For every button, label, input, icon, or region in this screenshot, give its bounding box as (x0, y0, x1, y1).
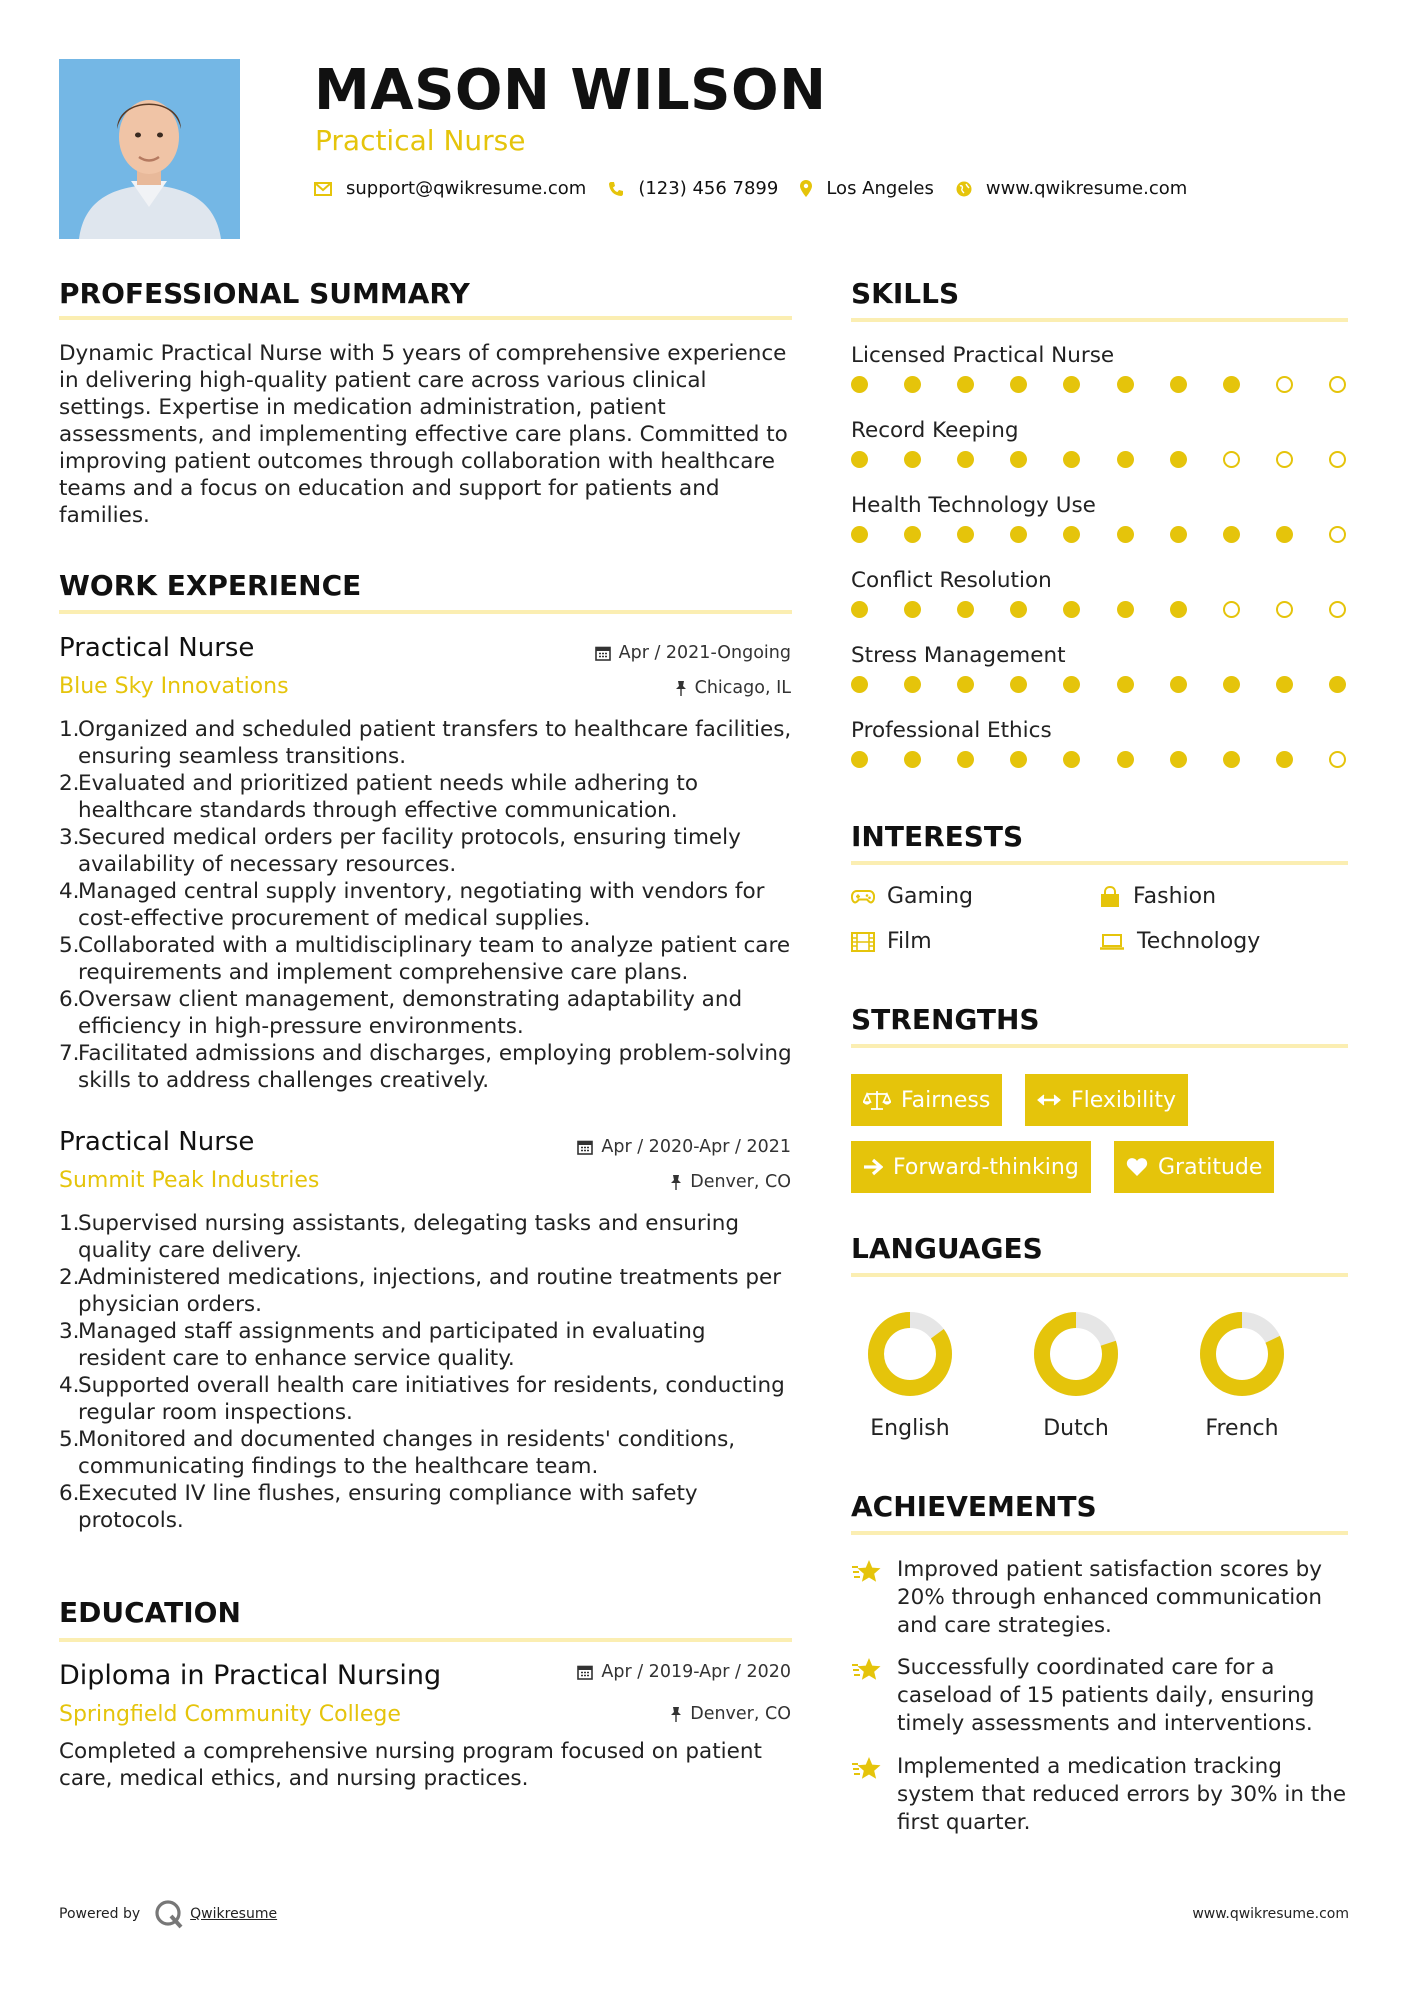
calendar-icon (595, 645, 611, 661)
interests-heading: INTERESTS (851, 820, 1024, 853)
school-name: Springfield Community College (59, 1702, 401, 1727)
rating-dot (1170, 751, 1187, 768)
languages-divider (851, 1273, 1348, 1277)
language-ring (1192, 1304, 1292, 1404)
rating-dot (904, 676, 921, 693)
rating-dot (904, 451, 921, 468)
rating-dot (1063, 526, 1080, 543)
website-text: www.qwikresume.com (985, 178, 1188, 199)
rating-dot (1223, 601, 1240, 618)
rating-dot (1117, 601, 1134, 618)
rating-dot (1010, 601, 1027, 618)
job-dates-text: Apr / 2021-Ongoing (618, 643, 791, 663)
summary-text: Dynamic Practical Nurse with 5 years of comprehensive experience in delivering high-quality patient care across various clinical settings. Expertise in medication administration, patient assessments, and implementing effective care plans. Committed to improving patient outcomes through collaboration with healthcare teams and a focus on education and support for patients and families. (59, 341, 788, 528)
gamepad-icon (851, 889, 875, 905)
rating-dot (1223, 451, 1240, 468)
summary-heading: PROFESSIONAL SUMMARY (59, 277, 470, 310)
email-text: support@qwikresume.com (346, 178, 587, 199)
bullet-item: 5. Collaborated with a multidisciplinary team to analyze patient care requirements and implement comprehensive care plans. (59, 933, 791, 985)
job-dates (577, 1137, 791, 1157)
strengths-heading: STRENGTHS (851, 1003, 1040, 1036)
skill-rating (851, 451, 1348, 469)
skills-heading: SKILLS (851, 277, 960, 310)
rating-dot (957, 601, 974, 618)
bullet-item: 6. Executed IV line flushes, ensuring compliance with safety protocols. (59, 1481, 698, 1533)
rating-dot (1276, 751, 1293, 768)
rating-dot (1329, 676, 1346, 693)
skill-rating (851, 376, 1348, 394)
arrows-horizontal-icon (1037, 1093, 1061, 1107)
job-dates (595, 643, 791, 663)
education-description: Completed a comprehensive nursing program focused on patient care, medical ethics, and nursing practices. (59, 1739, 762, 1791)
contact-location (800, 178, 934, 199)
language-label: English (870, 1416, 950, 1441)
rating-dot (1117, 526, 1134, 543)
laptop-icon (1099, 933, 1125, 951)
footer-website[interactable]: www.qwikresume.com (1192, 1906, 1349, 1922)
rating-dot (957, 451, 974, 468)
strength-fairness: Fairness (851, 1074, 1002, 1126)
summary-divider (59, 316, 792, 320)
contact-phone[interactable] (608, 178, 778, 199)
rating-dot (1063, 451, 1080, 468)
star-icon (851, 1657, 883, 1683)
profile-photo (59, 59, 240, 239)
rating-dot (904, 376, 921, 393)
bullet-item: 2. Evaluated and prioritized patient needs while adhering to healthcare standards through effective communication. (59, 771, 699, 823)
rating-dot (1170, 676, 1187, 693)
rating-dot (1223, 376, 1240, 393)
rating-dot (1010, 376, 1027, 393)
bullet-item: 4. Managed central supply inventory, negotiating with vendors for cost-effective procurement of medical supplies. (59, 879, 765, 931)
job-location-text: Denver, CO (690, 1172, 791, 1192)
location-text: Los Angeles (826, 178, 934, 199)
shopping-bag-icon (1099, 886, 1121, 908)
achievements-divider (851, 1531, 1348, 1535)
education-dates-text: Apr / 2019-Apr / 2020 (601, 1662, 791, 1682)
job-location-text: Chicago, IL (694, 678, 791, 698)
rating-dot (1329, 376, 1346, 393)
language-ring (1026, 1304, 1126, 1404)
bullet-item: 3. Secured medical orders per facility protocols, ensuring timely availability of necessary resources. (59, 825, 741, 877)
rating-dot (1117, 451, 1134, 468)
strength-flexibility: Flexibility (1025, 1074, 1188, 1126)
job-title: Practical Nurse (59, 633, 255, 663)
bullet-item: 6. Oversaw client management, demonstrating adaptability and efficiency in high-pressure environments. (59, 987, 743, 1039)
rating-dot (957, 376, 974, 393)
job-title: Practical Nurse (59, 1127, 255, 1157)
rating-dot (1223, 526, 1240, 543)
language-label: Dutch (1043, 1416, 1109, 1441)
phone-text: (123) 456 7899 (638, 178, 779, 199)
education-divider (59, 1638, 792, 1642)
skill-rating (851, 676, 1348, 694)
job-dates-text: Apr / 2020-Apr / 2021 (601, 1137, 791, 1157)
job-company: Summit Peak Industries (59, 1168, 320, 1193)
star-icon (851, 1756, 883, 1782)
rating-dot (851, 376, 868, 393)
achievements-heading: ACHIEVEMENTS (851, 1490, 1097, 1523)
rating-dot (1170, 601, 1187, 618)
rating-dot (1010, 526, 1027, 543)
rating-dot (851, 451, 868, 468)
education-location-text: Denver, CO (690, 1704, 791, 1724)
rating-dot (1329, 451, 1346, 468)
rating-dot (1276, 526, 1293, 543)
heart-icon (1126, 1157, 1148, 1177)
contact-email[interactable] (314, 178, 586, 199)
interest-film: Film (851, 929, 932, 954)
interests-divider (851, 861, 1348, 865)
balance-scale-icon (863, 1089, 891, 1111)
pushpin-icon (675, 680, 687, 696)
bullet-item: 3. Managed staff assignments and participated in evaluating resident care to enhance service quality. (59, 1319, 706, 1371)
qwikresume-logo-icon (154, 1899, 184, 1929)
rating-dot (1063, 601, 1080, 618)
contact-website[interactable] (956, 178, 1187, 199)
rating-dot (1276, 601, 1293, 618)
achievement-item: Successfully coordinated care for a caseload of 15 patients daily, ensuring timely assessments and interventions. (851, 1654, 1351, 1738)
rating-dot (1063, 751, 1080, 768)
qwikresume-link[interactable]: Qwikresume (190, 1906, 278, 1922)
rating-dot (1117, 676, 1134, 693)
skill-label: Conflict Resolution (851, 568, 1052, 593)
strength-forward-thinking: Forward-thinking (851, 1141, 1091, 1193)
rating-dot (1276, 451, 1293, 468)
rating-dot (1170, 451, 1187, 468)
rating-dot (1010, 751, 1027, 768)
bullet-item: 1. Supervised nursing assistants, delegating tasks and ensuring quality care delivery. (59, 1211, 740, 1263)
contact-bar (314, 178, 1209, 199)
experience-heading: WORK EXPERIENCE (59, 569, 362, 602)
rating-dot (1276, 376, 1293, 393)
skill-label: Health Technology Use (851, 493, 1096, 518)
footer-powered-by: Powered by Qwikresume (59, 1899, 277, 1929)
degree-title: Diploma in Practical Nursing (59, 1660, 442, 1691)
strength-gratitude: Gratitude (1114, 1141, 1274, 1193)
rating-dot (904, 601, 921, 618)
bullet-item: 7. Facilitated admissions and discharges, employing problem-solving skills to address challenges creatively. (59, 1041, 792, 1093)
map-pin-icon (800, 180, 812, 197)
skill-rating (851, 751, 1348, 769)
rating-dot (851, 676, 868, 693)
pushpin-icon (670, 1174, 682, 1190)
bullet-item: 1. Organized and scheduled patient transfers to healthcare facilities, ensuring seamless transitions. (59, 717, 792, 769)
job-company: Blue Sky Innovations (59, 674, 289, 699)
job-location (675, 678, 791, 698)
rating-dot (851, 526, 868, 543)
calendar-icon (577, 1139, 593, 1155)
education-heading: EDUCATION (59, 1596, 241, 1629)
film-icon (851, 932, 875, 952)
interest-fashion: Fashion (1099, 884, 1216, 909)
pushpin-icon (670, 1706, 682, 1722)
job-location (670, 1172, 791, 1192)
candidate-name: MASON WILSON (314, 58, 827, 123)
rating-dot (1063, 676, 1080, 693)
rating-dot (1276, 676, 1293, 693)
rating-dot (1117, 376, 1134, 393)
candidate-role: Practical Nurse (315, 124, 526, 157)
bullet-item: 5. Monitored and documented changes in residents' conditions, communicating findings to the healthcare team. (59, 1427, 736, 1479)
rating-dot (904, 751, 921, 768)
rating-dot (957, 751, 974, 768)
rating-dot (851, 751, 868, 768)
bullet-item: 2. Administered medications, injections, and routine treatments per physician orders. (59, 1265, 782, 1317)
globe-icon (956, 181, 972, 197)
rating-dot (1063, 376, 1080, 393)
experience-divider (59, 610, 792, 614)
rating-dot (1329, 601, 1346, 618)
rating-dot (1223, 676, 1240, 693)
rating-dot (957, 676, 974, 693)
rating-dot (904, 526, 921, 543)
phone-icon (608, 181, 624, 197)
rating-dot (851, 601, 868, 618)
arrow-right-icon (863, 1158, 883, 1176)
skill-label: Stress Management (851, 643, 1066, 668)
education-location (670, 1704, 791, 1724)
calendar-icon (577, 1664, 593, 1680)
skill-label: Professional Ethics (851, 718, 1052, 743)
achievement-item: Implemented a medication tracking system that reduced errors by 30% in the first quarter. (851, 1753, 1351, 1837)
rating-dot (1329, 751, 1346, 768)
skill-rating (851, 526, 1348, 544)
rating-dot (1223, 751, 1240, 768)
job-bullets (59, 716, 799, 1094)
rating-dot (957, 526, 974, 543)
skill-label: Record Keeping (851, 418, 1019, 443)
rating-dot (1329, 526, 1346, 543)
skill-rating (851, 601, 1348, 619)
language-label: French (1205, 1416, 1279, 1441)
languages-heading: LANGUAGES (851, 1232, 1043, 1265)
job-bullets (59, 1210, 799, 1534)
envelope-icon (314, 182, 332, 196)
achievement-item: Improved patient satisfaction scores by 20% through enhanced communication and care strategies. (851, 1556, 1351, 1640)
rating-dot (1010, 676, 1027, 693)
skills-divider (851, 318, 1348, 322)
skill-label: Licensed Practical Nurse (851, 343, 1115, 368)
language-ring (860, 1304, 960, 1404)
star-icon (851, 1559, 883, 1585)
interest-gaming: Gaming (851, 884, 973, 909)
bullet-item: 4. Supported overall health care initiatives for residents, conducting regular room inspections. (59, 1373, 785, 1425)
rating-dot (1170, 376, 1187, 393)
strengths-divider (851, 1044, 1348, 1048)
interest-technology: Technology (1099, 929, 1260, 954)
education-dates (577, 1662, 791, 1682)
rating-dot (1010, 451, 1027, 468)
rating-dot (1117, 751, 1134, 768)
rating-dot (1170, 526, 1187, 543)
